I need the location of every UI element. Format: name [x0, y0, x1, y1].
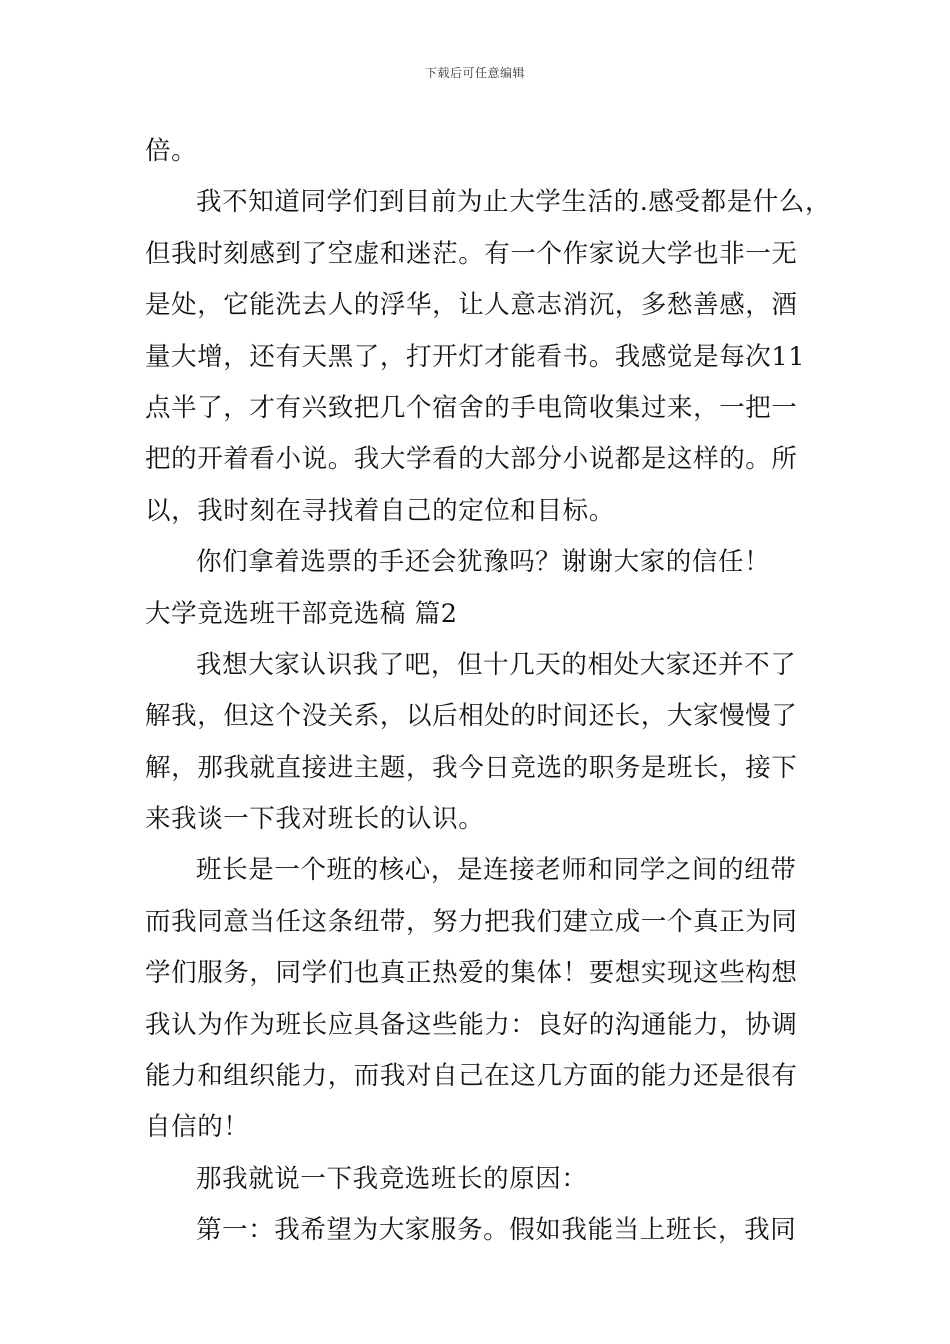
page-header: 下载后可任意编辑 — [424, 66, 525, 80]
text-line: 倍。 — [145, 136, 198, 166]
text-line: 我想大家认识我了吧，但十几天的相处大家还并不了 — [196, 649, 797, 680]
text-line: 第一：我希望为大家服务。假如我能当上班长，我同 — [196, 1215, 797, 1246]
text-line: 那我就说一下我竞选班长的原因： — [196, 1163, 588, 1194]
text-line: 自信的！ — [145, 1112, 250, 1143]
text-line: 学们服务，同学们也真正热爱的集体！要想实现这些构想 — [145, 958, 798, 989]
text-line: 把的开着看小说。我大学看的大部分小说都是这样的。所 — [145, 444, 798, 475]
text-line: 以，我时刻在寻找着自己的定位和目标。 — [145, 495, 615, 526]
text-line: 班长是一个班的核心，是连接老师和同学之间的纽带 — [196, 855, 797, 886]
text-line: 解，那我就直接进主题，我今日竞选的职务是班长，接下 — [145, 752, 798, 783]
text-line: 能力和组织能力，而我对自己在这几方面的能力还是很有 — [145, 1061, 798, 1092]
section-heading: 大学竞选班干部竞选稿 篇2 — [145, 598, 458, 629]
text-line: 点半了，才有兴致把几个宿舍的手电筒收集过来，一把一 — [145, 392, 798, 423]
text-line: 你们拿着选票的手还会犹豫吗？谢谢大家的信任！ — [196, 547, 771, 578]
text-line: 是处，它能洗去人的浮华，让人意志消沉，多愁善感，酒 — [145, 290, 798, 321]
text-line: 我不知道同学们到目前为止大学生活的.感受都是什么， — [196, 187, 832, 218]
text-line: 来我谈一下我对班长的认识。 — [145, 804, 485, 835]
text-line: 我认为作为班长应具备这些能力：良好的沟通能力，协调 — [145, 1009, 798, 1040]
text-line: 量大增，还有天黑了，打开灯才能看书。我感觉是每次11 — [145, 341, 806, 372]
text-line: 但我时刻感到了空虚和迷茫。有一个作家说大学也非一无 — [145, 238, 798, 269]
text-line: 而我同意当任这条纽带，努力把我们建立成一个真正为同 — [145, 906, 798, 937]
body-text — [145, 126, 832, 1257]
text-line: 解我，但这个没关系，以后相处的时间还长，大家慢慢了 — [145, 701, 798, 732]
